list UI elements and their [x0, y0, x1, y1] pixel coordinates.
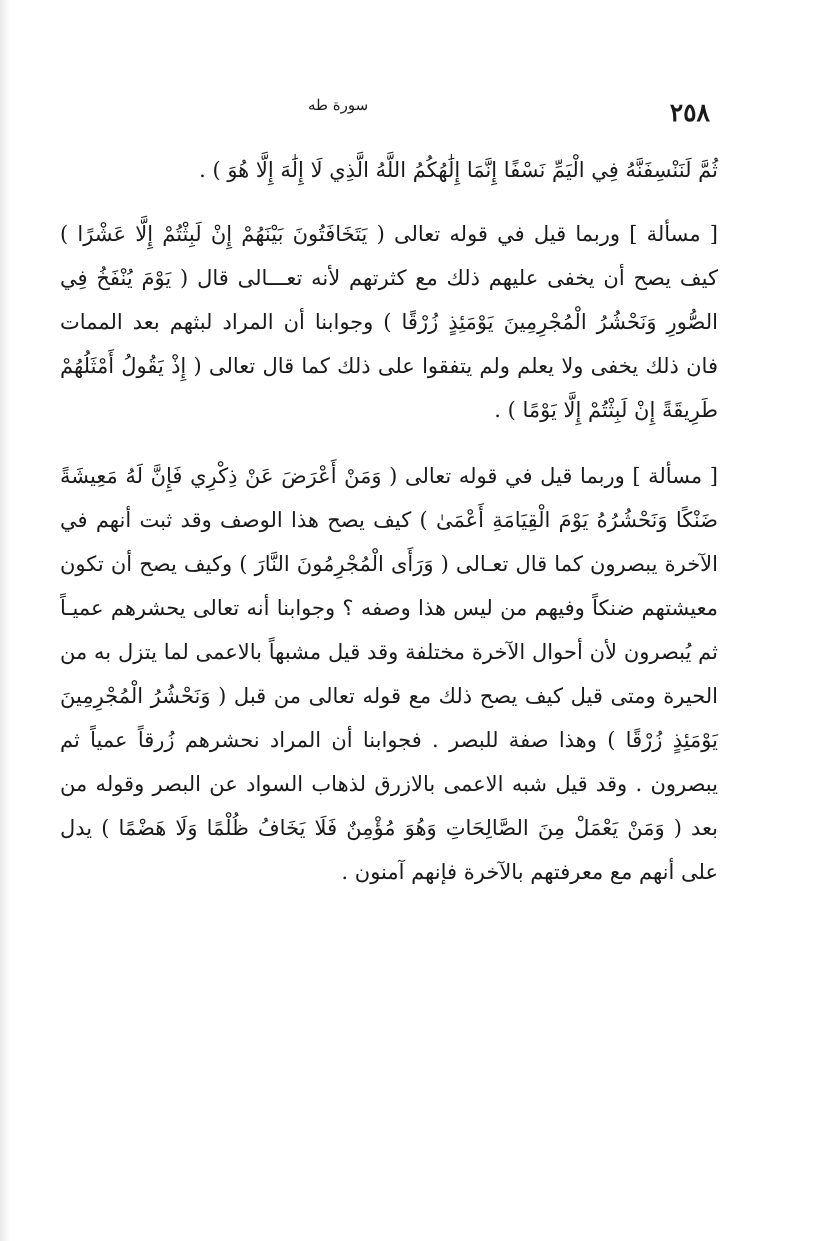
page-edge-shadow — [0, 0, 10, 1241]
body-text — [60, 148, 718, 916]
paragraph-question-2: [ مسألة ] وربما قيل في قوله تعالى ( وَمَنْ أَعْرَضَ عَنْ ذِكْرِي فَإِنَّ لَهُ مَعِيشَةً ضَنْكًا وَنَحْشُرُهُ يَوْمَ الْقِيَامَةِ أَعْمَىٰ ) كيف يصح هذا الوصف وقد ثبت أنهم في الآخرة يبصرون كما قال تعـالى ( وَرَأَى الْمُجْرِمُونَ النَّارَ ) وكيف يصح أن تكون معيشتهم ضنكاً وفيهم من ليس هذا وصفه ؟ وجوابنا أنه تعالى يحشرهم عميـاً ثم يُبصرون لأن أحوال الآخرة مختلفة وقد قيل مشبهاً بالاعمى لما يتزل به من الحيرة ومتى قيل كيف يصح ذلك مع قوله تعالى من قبل ( وَنَحْشُرُ الْمُجْرِمِينَ يَوْمَئِذٍ زُرْقًا ) وهذا صفة للبصر . فجوابنا أن المراد نحشرهم زُرقاً عمياً ثم يبصرون . وقد قيل شبه الاعمى بالازرق لذهاب السواد عن البصر وقوله من بعد ( وَمَنْ يَعْمَلْ مِنَ الصَّالِحَاتِ وَهُوَ مُؤْمِنٌ فَلَا يَخَافُ ظُلْمًا وَلَا هَضْمًا ) يدل على أنهم مع معرفتهم بالآخرة فإنهم آمنون . — [60, 464, 718, 884]
surah-title: سورة طه — [308, 96, 369, 114]
page-number: ٢٥٨ — [669, 98, 710, 127]
paragraph-question-1: [ مسألة ] وربما قيل في قوله تعالى ( يَتَخَافَتُونَ بَيْنَهُمْ إِنْ لَبِثْتُمْ إِلَّا عَشْرًا ) كيف يصح أن يخفى عليهم ذلك مع كثرتهم لأنه تعـــالى قال ( يَوْمَ يُنْفَخُ فِي الصُّورِ وَنَحْشُرُ الْمُجْرِمِينَ يَوْمَئِذٍ زُرْقًا ) وجوابنا أن المراد لبثهم بعد الممات فان ذلك يخفى ولا يعلم ولم يتفقوا على ذلك كما قال تعالى ( إِذْ يَقُولُ أَمْثَلُهُمْ طَرِيقَةً إِنْ لَبِثْتُمْ إِلَّا يَوْمًا ) . — [60, 222, 718, 422]
page-header — [60, 92, 710, 132]
paragraph-verse-continuation: ثُمَّ لَنَنْسِفَنَّهُ فِي الْيَمِّ نَسْفًا إِنَّمَا إِلَٰهُكُمُ اللَّهُ الَّذِي لَا إِلَٰهَ إِلَّا هُوَ ) . — [199, 158, 718, 182]
